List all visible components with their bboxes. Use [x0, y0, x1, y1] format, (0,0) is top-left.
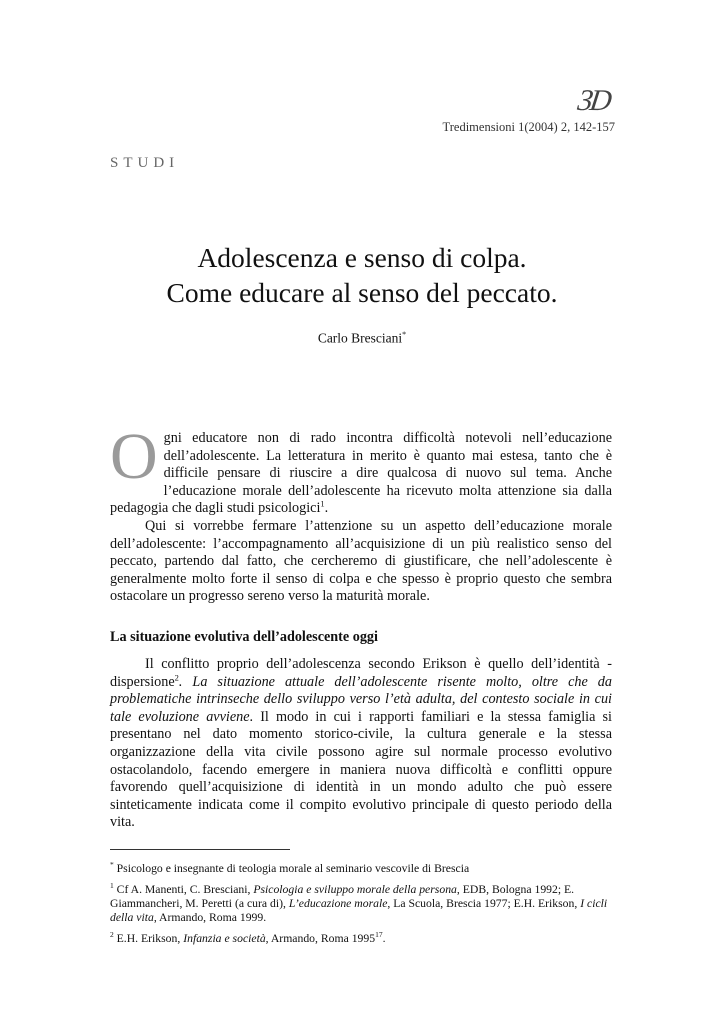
author-name: Carlo Bresciani	[317, 330, 403, 346]
footnote-1-text-e: , La Scuola, Brescia 1977; E.H. Erikson,	[387, 896, 581, 910]
footnote-separator	[110, 849, 290, 850]
drop-cap: O	[110, 420, 158, 493]
footnote-1-text-g: , Armando, Roma 1999.	[153, 910, 267, 924]
paragraph-2: Qui si vorrebbe fermare l’attenzione su un aspetto dell’educazione morale dell’adolescente: l’accompagnamento all’acquisizione di un più realistico senso del peccato, partendo dal fatto, che cercheremo di giustificare, che nell’adolescente è generalmente molto forte il senso di colpa e che spesso è proprio questo che sembra ostacolare un progresso sereno verso la maturità morale.	[110, 518, 612, 605]
paragraph-3-start: Il conflitto proprio dell’adolescenza secondo Erikson è quello dell’identità - dispersione	[110, 656, 612, 690]
footnote-1-title-b: L’educazione morale	[288, 896, 388, 910]
article-title	[0, 240, 724, 310]
footnote-1-title-c: I cicli della vita	[110, 896, 608, 924]
paragraph-1-end: .	[324, 500, 329, 517]
title-line-1: Adolescenza e senso di colpa.	[197, 242, 527, 273]
footnote-2-title: Infanzia e società	[183, 931, 266, 945]
paragraph-3	[110, 656, 612, 832]
footnote-2	[110, 928, 612, 946]
footnote-mark-2: 2	[110, 929, 114, 939]
paragraph-1	[110, 420, 612, 518]
footnote-2-text-c: , Armando, Roma 1995	[265, 931, 376, 945]
footnote-2-edition: 17	[375, 929, 383, 939]
paragraph-3-rest: . Il modo in cui i rapporti familiari e la stessa famiglia si presentano nel dato momento storico-civile, la cultura generale e la stessa organizzazione della vita civile possono agire sul normale processo evolutivo ostacolandolo, facendo emergere in maniera nuova difficoltà e conflitti oppure favorendo quell’acquisizione di identità in un mondo adulto che può essere sinteticamente indicata come il compito evolutivo principale di questo periodo della vita.	[110, 708, 612, 831]
title-line-2: Come educare al senso del peccato.	[166, 277, 558, 308]
author-footnote-mark: *	[402, 330, 407, 339]
footnote-1-text-c: , EDB, Bologna 1992; E. Giammancheri, M. Peretti (a cura di),	[110, 882, 575, 910]
section-heading: La situazione evolutiva dell’adolescente oggi	[110, 629, 378, 645]
journal-reference: Tredimensioni 1(2004) 2, 142-157	[442, 120, 615, 134]
footnote-ref-1: 1	[320, 498, 325, 509]
author-line	[0, 330, 724, 347]
footnote-mark-1: 1	[110, 880, 114, 890]
footnote-1-text-a: Cf A. Manenti, C. Bresciani,	[113, 882, 254, 896]
footnote-author	[110, 858, 612, 876]
footnote-1-title-a: Psicologia e sviluppo morale della persona	[253, 882, 457, 896]
paragraph-3-italic: . La situazione attuale dell’adolescente risente molto, oltre che da problematiche intrinseche dello sviluppo verso l’età adulta, del contesto sociale in cui tale evoluzione avviene	[110, 673, 612, 725]
footnote-2-text-a: E.H. Erikson,	[113, 931, 184, 945]
paragraph-1-text: gni educatore non di rado incontra difficoltà notevoli nell’educazione dell’adolescente. La letteratura in merito è quanto mai estesa, tanto che è difficile pensare di riuscire a dire qualcosa di nuovo sul tema. Anche l’educazione morale dell’adolescente ha ricevuto molta attenzione sia dalla pedagogia che dagli studi psicologici	[110, 430, 612, 517]
footnote-ref-2: 2	[174, 671, 179, 682]
journal-logo: 3D	[576, 84, 612, 117]
footnotes	[110, 858, 612, 949]
footnote-2-end: .	[382, 931, 386, 945]
footnote-mark-star: *	[110, 860, 114, 869]
footnote-author-text: Psicologo e insegnante di teologia morale al seminario vescovile di Brescia	[113, 861, 470, 875]
footnote-1	[110, 879, 612, 925]
section-label: STUDI	[110, 155, 180, 171]
